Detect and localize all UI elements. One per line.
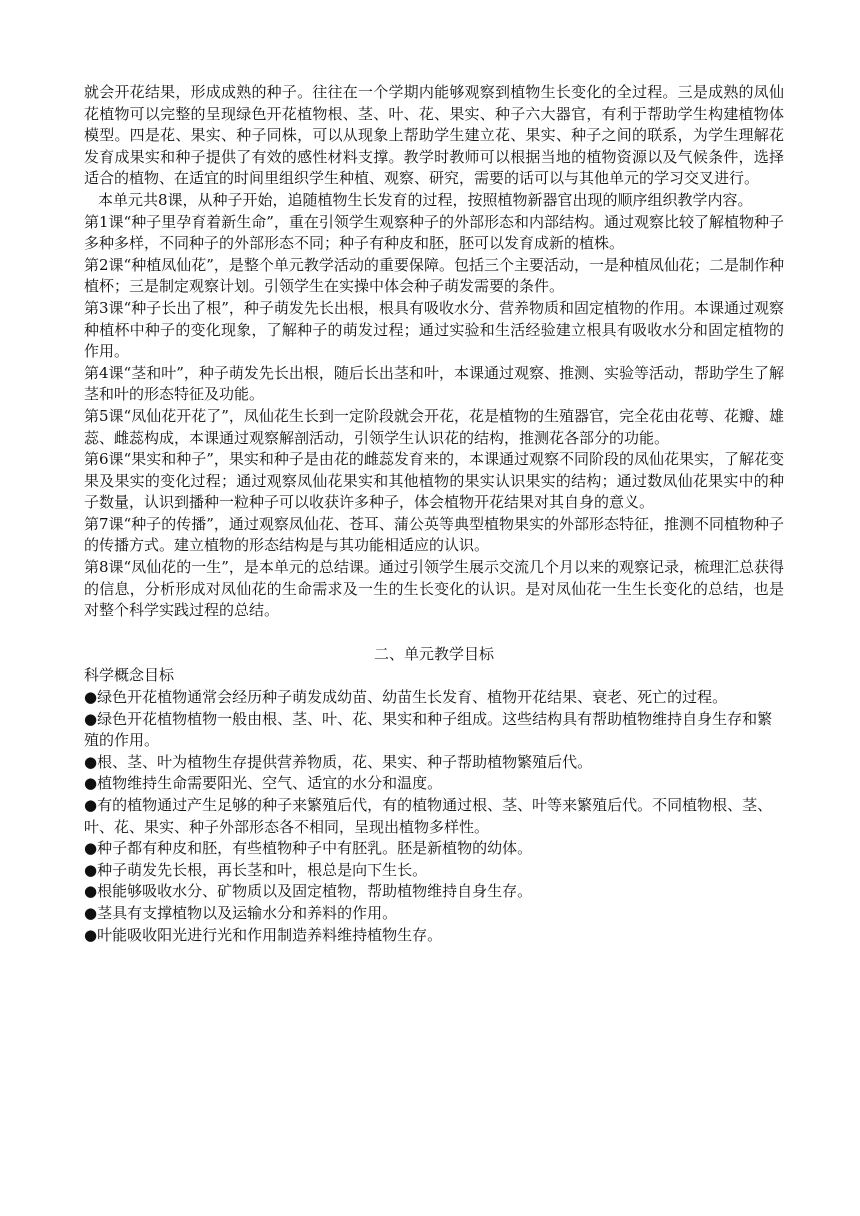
objective-bullet: ●根能够吸收水分、矿物质以及固定植物，帮助植物维持自身生存。	[84, 882, 533, 901]
lesson-3-paragraph: 第3课“种子长出了根”，种子萌发先长出根，根具有吸收水分、营养物质和固定植物的作用。本课通过观察种植杯中种子的变化现象，了解种子的萌发过程；通过实验和生活经验建立根具有吸收水分和固定植物的作用。	[84, 298, 784, 361]
objective-bullet: ●种子都有种皮和胚，有些植物种子中有胚乳。胚是新植物的幼体。	[84, 839, 533, 858]
document-page	[84, 82, 784, 946]
objective-bullet: ●绿色开花植物植物一般由根、茎、叶、花、果实和种子组成。这些结构具有帮助植物维持自身生存和繁殖的作用。	[84, 709, 773, 750]
lesson-5-paragraph: 第5课“凤仙花开花了”，凤仙花生长到一定阶段就会开花，花是植物的生殖器官，完全花由花萼、花瓣、雄蕊、雌蕊构成，本课通过观察解剖活动，引领学生认识花的结构，推测花各部分的功能。	[84, 406, 784, 447]
lesson-4-paragraph: 第4课“茎和叶”，种子萌发先长出根，随后长出茎和叶，本课通过观察、推测、实验等活动，帮助学生了解茎和叶的形态特征及功能。	[84, 363, 784, 404]
unit-overview-paragraph: 本单元共8课，从种子开始，追随植物生长发育的过程，按照植物新器官出现的顺序组织教学内容。	[98, 190, 753, 209]
objective-bullet: ●有的植物通过产生足够的种子来繁殖后代，有的植物通过根、茎、叶等来繁殖后代。不同植物根、茎、叶、花、果实、种子外部形态各不相同，呈现出植物多样性。	[84, 796, 773, 836]
intro-paragraph: 就会开花结果，形成成熟的种子。往往在一个学期内能够观察到植物生长变化的全过程。三是成熟的凤仙花植物可以完整的呈现绿色开花植物根、茎、叶、花、果实、种子六大器官，有利于帮助学生构建植物体模型。四是花、果实、种子同株，可以从现象上帮助学生建立花、果实、种子之间的联系，为学生理解花发育成果实和种子提供了有效的感性材料支撑。教学时教师可以根据当地的植物资源以及气候条件，选择适合的植物、在适宜的时间里组织学生种植、观察、研究，需要的话可以与其他单元的学习交叉进行。	[84, 83, 784, 188]
objective-bullet: ●植物维持生命需要阳光、空气、适宜的水分和温度。	[84, 774, 443, 793]
lesson-1-paragraph: 第1课“种子里孕育着新生命”，重在引领学生观察种子的外部形态和内部结构。通过观察比较了解植物种子多种多样，不同种子的外部形态不同；种子有种皮和胚，胚可以发育成新的植株。	[84, 212, 784, 253]
lesson-6-paragraph: 第6课“果实和种子”，果实和种子是由花的雌蕊发育来的，本课通过观察不同阶段的凤仙花果实，了解花变果及果实的变化过程；通过观察凤仙花果实和其他植物的果实认识果实的结构；通过数凤仙花果实中的种子数量，认识到播种一粒种子可以收获许多种子，体会植物开花结果对其自身的意义。	[84, 450, 784, 512]
objective-bullet: ●叶能吸收阳光进行光和作用制造养料维持植物生存。	[84, 925, 443, 944]
section-heading: 二、单元教学目标	[373, 644, 494, 663]
objective-bullet: ●绿色开花植物通常会经历种子萌发成幼苗、幼苗生长发育、植物开花结果、衰老、死亡的过程。	[84, 688, 728, 707]
lesson-8-paragraph: 第8课“凤仙花的一生”，是本单元的总结课。通过引领学生展示交流几个月以来的观察记录，梳理汇总获得的信息，分析形成对凤仙花的生命需求及一生的生长变化的认识。是对凤仙花一生生长变化的总结，也是对整个科学实践过程的总结。	[84, 558, 784, 620]
lesson-2-paragraph: 第2课“种植凤仙花”，是整个单元教学活动的重要保障。包括三个主要活动，一是种植凤仙花；二是制作种植杯；三是制定观察计划。引领学生在实操中体会种子萌发需要的条件。	[84, 255, 784, 296]
objective-bullet: ●茎具有支撑植物以及运输水分和养料的作用。	[84, 903, 398, 922]
section-subheading: 科学概念目标	[84, 666, 175, 685]
lesson-7-paragraph: 第7课“种子的传播”，通过观察凤仙花、苍耳、蒲公英等典型植物果实的外部形态特征，推测不同植物种子的传播方式。建立植物的形态结构是与其功能相适应的认识。	[84, 514, 784, 555]
objective-bullet: ●种子萌发先长根，再长茎和叶，根总是向下生长。	[84, 860, 428, 879]
objective-bullet: ●根、茎、叶为植物生存提供营养物质，花、果实、种子帮助植物繁殖后代。	[84, 752, 593, 771]
